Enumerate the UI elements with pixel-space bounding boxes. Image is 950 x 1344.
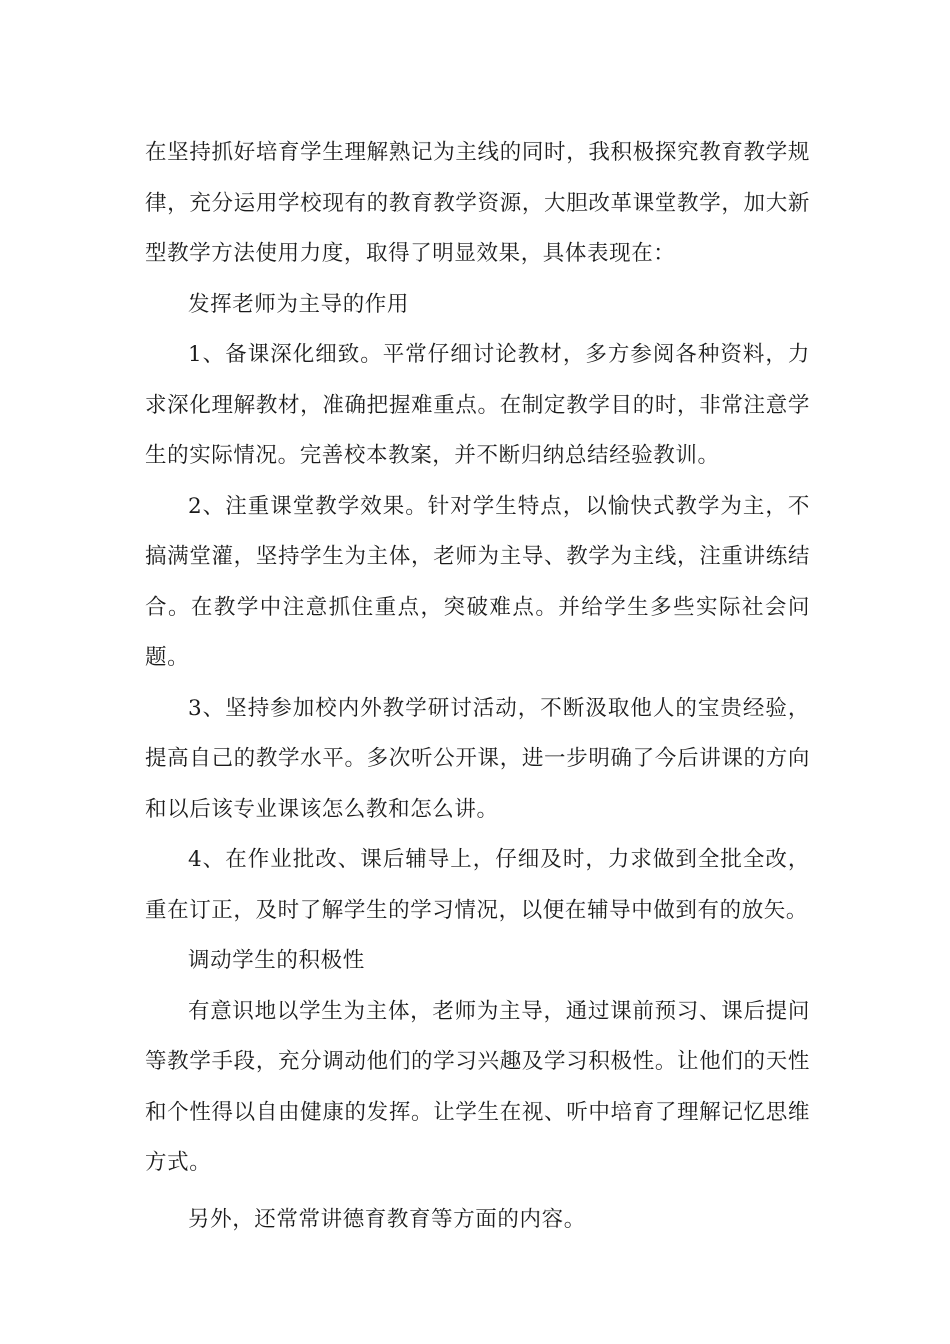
paragraph-classroom-effect: 2、注重课堂教学效果。针对学生特点，以愉快式教学为主，不搞满堂灌，坚持学生为主体，老师为主导、教学为主线，注重讲练结合。在教学中注意抓住重点，突破难点。并给学生多些实际社会问题。	[145, 493, 810, 670]
section-heading-student-motivation: 调动学生的积极性	[188, 948, 365, 973]
paragraph-lesson-prep: 1、备课深化细致。平常仔细讨论教材，多方参阅各种资料，力求深化理解教材，准确把握难重点。在制定教学目的时，非常注意学生的实际情况。完善校本教案，并不断归纳总结经验教训。	[145, 342, 810, 468]
section-heading-teacher-role: 发挥老师为主导的作用	[188, 291, 410, 317]
document-body	[145, 128, 810, 1245]
paragraph-student-subject: 有意识地以学生为主体，老师为主导，通过课前预习、课后提问等教学手段，充分调动他们的学习兴趣及学习积极性。让他们的天性和个性得以自由健康的发挥。让学生在视、听中培育了理解记忆思维方式。	[145, 998, 810, 1175]
paragraph-moral-education: 另外，还常常讲德育教育等方面的内容。	[188, 1206, 586, 1232]
paragraph-intro: 在坚持抓好培育学生理解熟记为主线的同时，我积极探究教育教学规律，充分运用学校现有的教育教学资源，大胆改革课堂教学，加大新型教学方法使用力度，取得了明显效果，具体表现在：	[145, 140, 810, 266]
paragraph-homework-tutoring: 4、在作业批改、课后辅导上，仔细及时，力求做到全批全改，重在订正，及时了解学生的学习情况，以便在辅导中做到有的放矢。	[145, 847, 810, 923]
paragraph-teaching-research: 3、坚持参加校内外教学研讨活动，不断汲取他人的宝贵经验，提高自己的教学水平。多次听公开课，进一步明确了今后讲课的方向和以后该专业课该怎么教和怎么讲。	[145, 695, 810, 822]
